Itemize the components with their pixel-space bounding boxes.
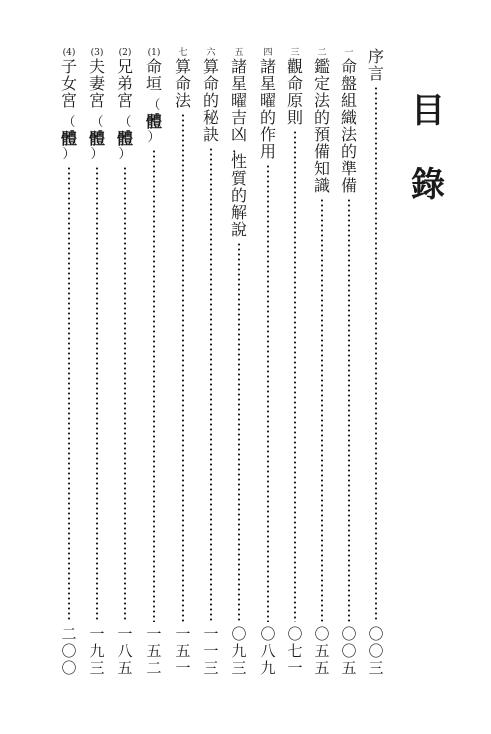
entry-label-char: 宮 (88, 91, 105, 110)
entry-label-char: 妻 (88, 74, 105, 93)
entry-label-char: 解 (230, 203, 247, 222)
entry-number: 六 (206, 48, 216, 58)
entry-label-char: 宮 (60, 91, 77, 110)
entry-label (284, 48, 306, 126)
page-number-char: 〇 (341, 625, 357, 643)
dot-leader (96, 166, 98, 622)
page-number-char: 五 (117, 659, 133, 677)
entry-number: (3) (90, 48, 104, 58)
page-number-char: 一 (203, 625, 219, 643)
entry-label (172, 48, 194, 109)
entry-label-char: 識 (313, 176, 330, 195)
entry-subtitle-char: ） (118, 147, 132, 162)
page-number-char: 〇 (231, 625, 247, 643)
page-number-char: 一 (203, 642, 219, 660)
entry-label-char: 組 (340, 91, 357, 110)
page-number-char: 五 (314, 642, 330, 660)
entry-label-char: 凶 (230, 125, 247, 144)
entry-label-char: 算 (174, 57, 191, 76)
entry-label-char: 盤 (340, 74, 357, 93)
entry-subtitle-char: 體 (116, 129, 133, 148)
page-number (257, 626, 279, 677)
entry-label-char: 垣 (145, 74, 162, 93)
page-number (172, 626, 194, 677)
entry-label-char: 秘 (202, 108, 219, 127)
entry-label-char: 備 (340, 176, 357, 195)
entry-label-char: 的 (340, 142, 357, 161)
entry-label-char: 原 (286, 91, 303, 110)
entry-label (86, 48, 108, 162)
entry-label (228, 48, 250, 238)
dot-leader (124, 166, 126, 622)
entry-label (338, 48, 360, 194)
page-number-char: 〇 (61, 659, 77, 677)
entry-subtitle-char: ） (90, 147, 104, 162)
page-number-char: 三 (89, 659, 105, 677)
dot-leader (210, 147, 212, 622)
entry-label-char: 序 (367, 47, 384, 66)
entry-label-char: 宮 (116, 91, 133, 110)
entry-label-char: 作 (259, 125, 276, 144)
entry-label-char: 法 (313, 91, 330, 110)
page-number-char: 八 (260, 642, 276, 660)
page-number-char: 五 (341, 659, 357, 677)
page-number-char: 〇 (368, 642, 384, 660)
toc-entry (311, 48, 333, 688)
entry-label-char: 預 (313, 125, 330, 144)
entry-label-char: 命 (202, 74, 219, 93)
page-number-char: 〇 (368, 625, 384, 643)
page-number (365, 626, 387, 677)
page-number-char: 九 (89, 642, 105, 660)
page-number-char: 二 (61, 625, 77, 643)
entry-label-char: 說 (230, 220, 247, 239)
page-number (143, 626, 165, 677)
page-number-char: 一 (175, 659, 191, 677)
entry-number: 七 (178, 48, 188, 58)
page-number-char: 三 (231, 659, 247, 677)
title-char: 錄 (411, 165, 445, 205)
page-number-char: 九 (260, 659, 276, 677)
entry-subtitle-char: （ (90, 115, 104, 130)
page-number (228, 626, 250, 677)
dot-leader (267, 164, 269, 622)
page-number-char: 一 (175, 625, 191, 643)
page-number-char: 一 (146, 625, 162, 643)
entry-label (365, 48, 387, 82)
toc-entry (114, 48, 136, 688)
entry-subtitle-char: ） (147, 130, 161, 145)
entry-label (200, 48, 222, 143)
entry-label-char: 諸 (259, 57, 276, 76)
entry-label-char: 質 (230, 169, 247, 188)
toc-entry (228, 48, 250, 688)
page-number-char: 〇 (287, 625, 303, 643)
entry-label-char: 性 (230, 152, 247, 171)
dot-leader (182, 113, 184, 622)
entry-number: 一 (344, 48, 354, 58)
page-number-char: 五 (175, 642, 191, 660)
entry-label-char: ， (232, 140, 246, 156)
entry-label-char: 用 (259, 142, 276, 161)
entry-label-char: 的 (259, 108, 276, 127)
dot-leader (375, 86, 377, 622)
toc-entry (257, 48, 279, 688)
entry-number: (1) (147, 48, 161, 58)
dot-leader (153, 149, 155, 622)
toc-entry (172, 48, 194, 688)
entry-label-char: 命 (340, 57, 357, 76)
page-number-char: 二 (146, 659, 162, 677)
toc-entry (284, 48, 306, 688)
entry-label-char: 觀 (286, 57, 303, 76)
entry-label-char: 則 (286, 108, 303, 127)
page-number-char: 九 (231, 642, 247, 660)
entry-label (114, 48, 136, 162)
toc-entry (143, 48, 165, 688)
entry-label-char: 知 (313, 159, 330, 178)
page-number-char: 七 (287, 642, 303, 660)
dot-leader (294, 130, 296, 622)
entry-number: 五 (234, 48, 244, 58)
toc-entry (200, 48, 222, 688)
dot-leader (321, 198, 323, 622)
entry-subtitle-char: （ (118, 115, 132, 130)
entry-label-char: 兄 (116, 57, 133, 76)
entry-label-char: 命 (145, 57, 162, 76)
entry-label (311, 48, 333, 194)
dot-leader (348, 198, 350, 622)
entry-label-char: 夫 (88, 57, 105, 76)
page-number-char: 五 (314, 659, 330, 677)
entry-label-char: 星 (230, 74, 247, 93)
entry-label-char: 算 (202, 57, 219, 76)
toc-entry (365, 48, 387, 688)
page-number (338, 626, 360, 677)
entry-subtitle-char: 體 (60, 129, 77, 148)
page-number-char: 〇 (260, 625, 276, 643)
entry-subtitle-char: 體 (145, 112, 162, 131)
entry-label-char: 鑑 (313, 57, 330, 76)
entry-number: (4) (62, 48, 76, 58)
page-number-char: 〇 (314, 625, 330, 643)
page-number (58, 626, 80, 677)
entry-label (143, 48, 165, 145)
entry-label-char: 命 (286, 74, 303, 93)
entry-label-char: 的 (202, 91, 219, 110)
page-title (404, 91, 452, 205)
entry-subtitle-char: ） (62, 147, 76, 162)
entry-label-char: 星 (259, 74, 276, 93)
entry-label-char: 曜 (230, 91, 247, 110)
entry-label-char: 備 (313, 142, 330, 161)
entry-label-char: 子 (60, 57, 77, 76)
entry-label-char: 吉 (230, 108, 247, 127)
page-number (200, 626, 222, 677)
entry-label-char: 織 (340, 108, 357, 127)
entry-number: 三 (290, 48, 300, 58)
entry-label-char: 女 (60, 74, 77, 93)
title-char: 目 (411, 91, 445, 131)
page-number-char: 一 (89, 625, 105, 643)
entry-label-char: 法 (340, 125, 357, 144)
entry-label-char: 曜 (259, 91, 276, 110)
dot-leader (238, 242, 240, 622)
entry-label-char: 法 (174, 91, 191, 110)
entry-label-char: 準 (340, 159, 357, 178)
page-number (284, 626, 306, 677)
entry-label-char: 言 (367, 64, 384, 83)
entry-label-char: 弟 (116, 74, 133, 93)
page-number (311, 626, 333, 677)
entry-label-char: 定 (313, 74, 330, 93)
entry-label-char: 訣 (202, 125, 219, 144)
entry-label-char: 諸 (230, 57, 247, 76)
page-number-char: 一 (287, 659, 303, 677)
entry-number: 四 (263, 48, 273, 58)
page-number-char: 三 (368, 659, 384, 677)
toc-entry (338, 48, 360, 688)
page-number-char: 〇 (61, 642, 77, 660)
entry-label (58, 48, 80, 162)
entry-subtitle-char: 體 (88, 129, 105, 148)
page-number-char: 五 (146, 642, 162, 660)
entry-number: (2) (118, 48, 132, 58)
entry-label-char: 的 (313, 108, 330, 127)
toc-entry (58, 48, 80, 688)
page-number-char: 八 (117, 642, 133, 660)
dot-leader (68, 166, 70, 622)
page-number (114, 626, 136, 677)
page-number-char: 三 (203, 659, 219, 677)
page-number (86, 626, 108, 677)
entry-number: 二 (317, 48, 327, 58)
page-number-char: 〇 (341, 642, 357, 660)
entry-label-char: 命 (174, 74, 191, 93)
entry-label-char: 的 (230, 186, 247, 205)
entry-label (257, 48, 279, 160)
page-number-char: 一 (117, 625, 133, 643)
entry-subtitle-char: （ (62, 115, 76, 130)
toc-entry (86, 48, 108, 688)
entry-subtitle-char: （ (147, 98, 161, 113)
